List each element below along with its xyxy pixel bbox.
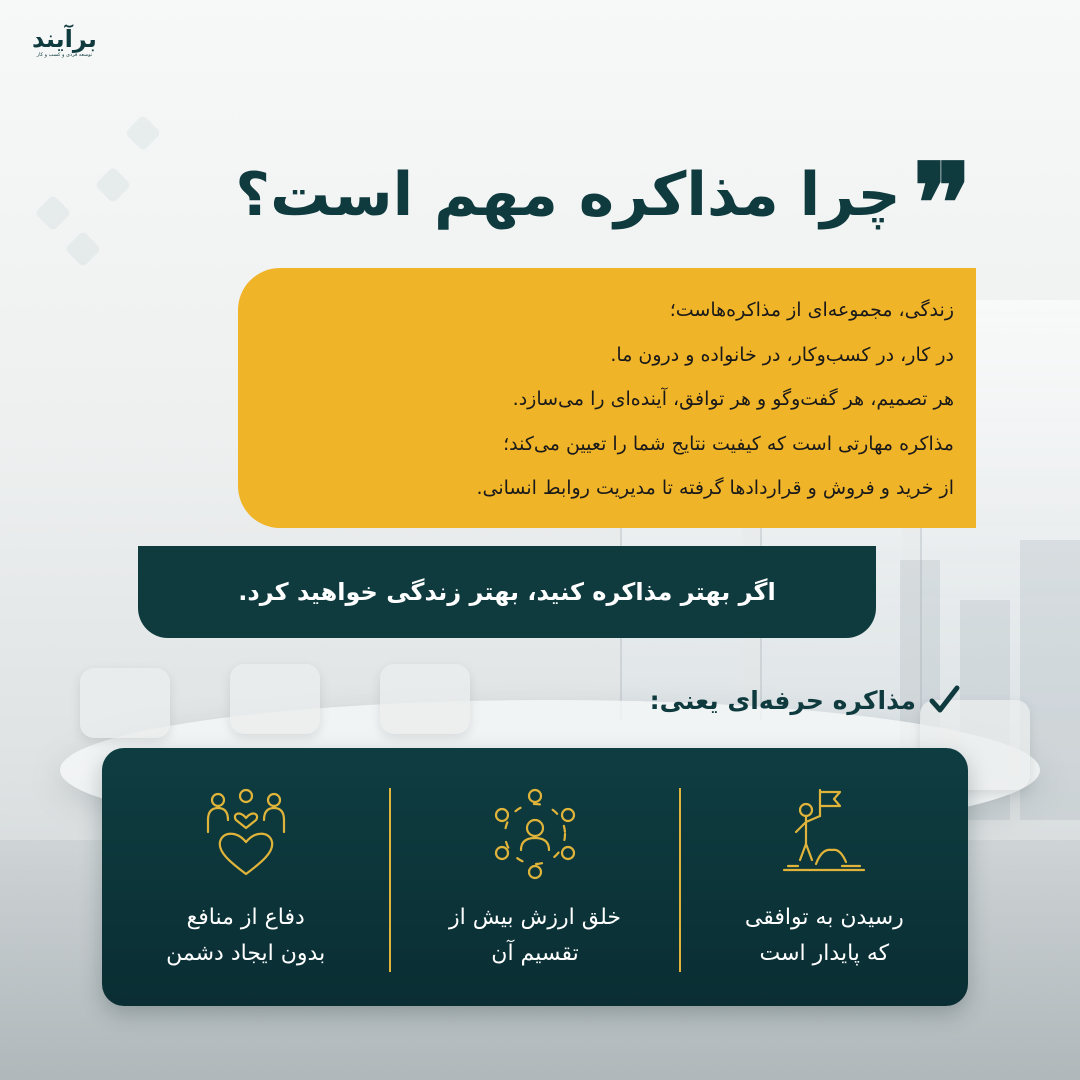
feature-item <box>102 748 389 1006</box>
intro-line: مذاکره مهارتی است که کیفیت نتایج شما را تعیین می‌کند؛ <box>503 432 954 455</box>
brand-name: برآیند <box>32 25 97 53</box>
heart-people-icon <box>198 786 294 882</box>
key-message-banner <box>138 546 876 638</box>
brand-logo <box>32 26 97 58</box>
quote-icon: ❞ <box>912 139 972 268</box>
background-chair <box>80 668 170 738</box>
check-icon <box>926 682 962 718</box>
intro-line: از خرید و فروش و قراردادها گرفته تا مدیریت روابط انسانی. <box>476 477 954 499</box>
divider <box>389 788 391 972</box>
features-panel <box>102 748 968 1006</box>
key-message-text: اگر بهتر مذاکره کنید، بهتر زندگی خواهید کرد. <box>238 578 776 606</box>
intro-line: هر تصمیم، هر گفت‌و‌گو و هر توافق، آینده‌ای را می‌سازد. <box>512 388 954 410</box>
feature-label-line: دفاع از منافع <box>186 905 305 930</box>
flag-summit-icon <box>776 786 872 882</box>
feature-label <box>449 900 621 972</box>
network-people-icon <box>487 786 583 882</box>
brand-tagline: توسعه فردی و کسب و کار <box>36 52 93 58</box>
page-title: چرا مذاکره مهم است؟ <box>235 160 901 230</box>
feature-label <box>745 900 904 972</box>
puzzle-decoration-icon <box>65 231 102 268</box>
subheading <box>650 682 962 718</box>
intro-card <box>238 268 976 528</box>
headline <box>235 139 972 268</box>
intro-line: در کار، در کسب‌و‌کار، در خانواده و درون ما. <box>610 343 954 366</box>
feature-label-line: رسیدن به توافقی <box>744 905 904 930</box>
background-chair <box>230 664 320 734</box>
feature-label-line: خلق ارزش بیش از <box>449 905 621 930</box>
puzzle-decoration-icon <box>125 115 162 152</box>
divider <box>679 788 681 972</box>
feature-item <box>681 748 968 1006</box>
feature-label-line: تقسیم آن <box>491 941 579 966</box>
feature-label <box>166 900 325 972</box>
puzzle-decoration-icon <box>35 195 72 232</box>
intro-line: زندگی، مجموعه‌ای از مذاکره‌هاست؛ <box>669 299 954 321</box>
feature-label-line: بدون ایجاد دشمن <box>166 941 326 966</box>
feature-label-line: که پایدار است <box>759 941 890 966</box>
puzzle-decoration-icon <box>95 167 132 204</box>
background-chair <box>380 664 470 734</box>
feature-item <box>391 748 678 1006</box>
subheading-text: مذاکره حرفه‌ای یعنی: <box>649 685 916 715</box>
